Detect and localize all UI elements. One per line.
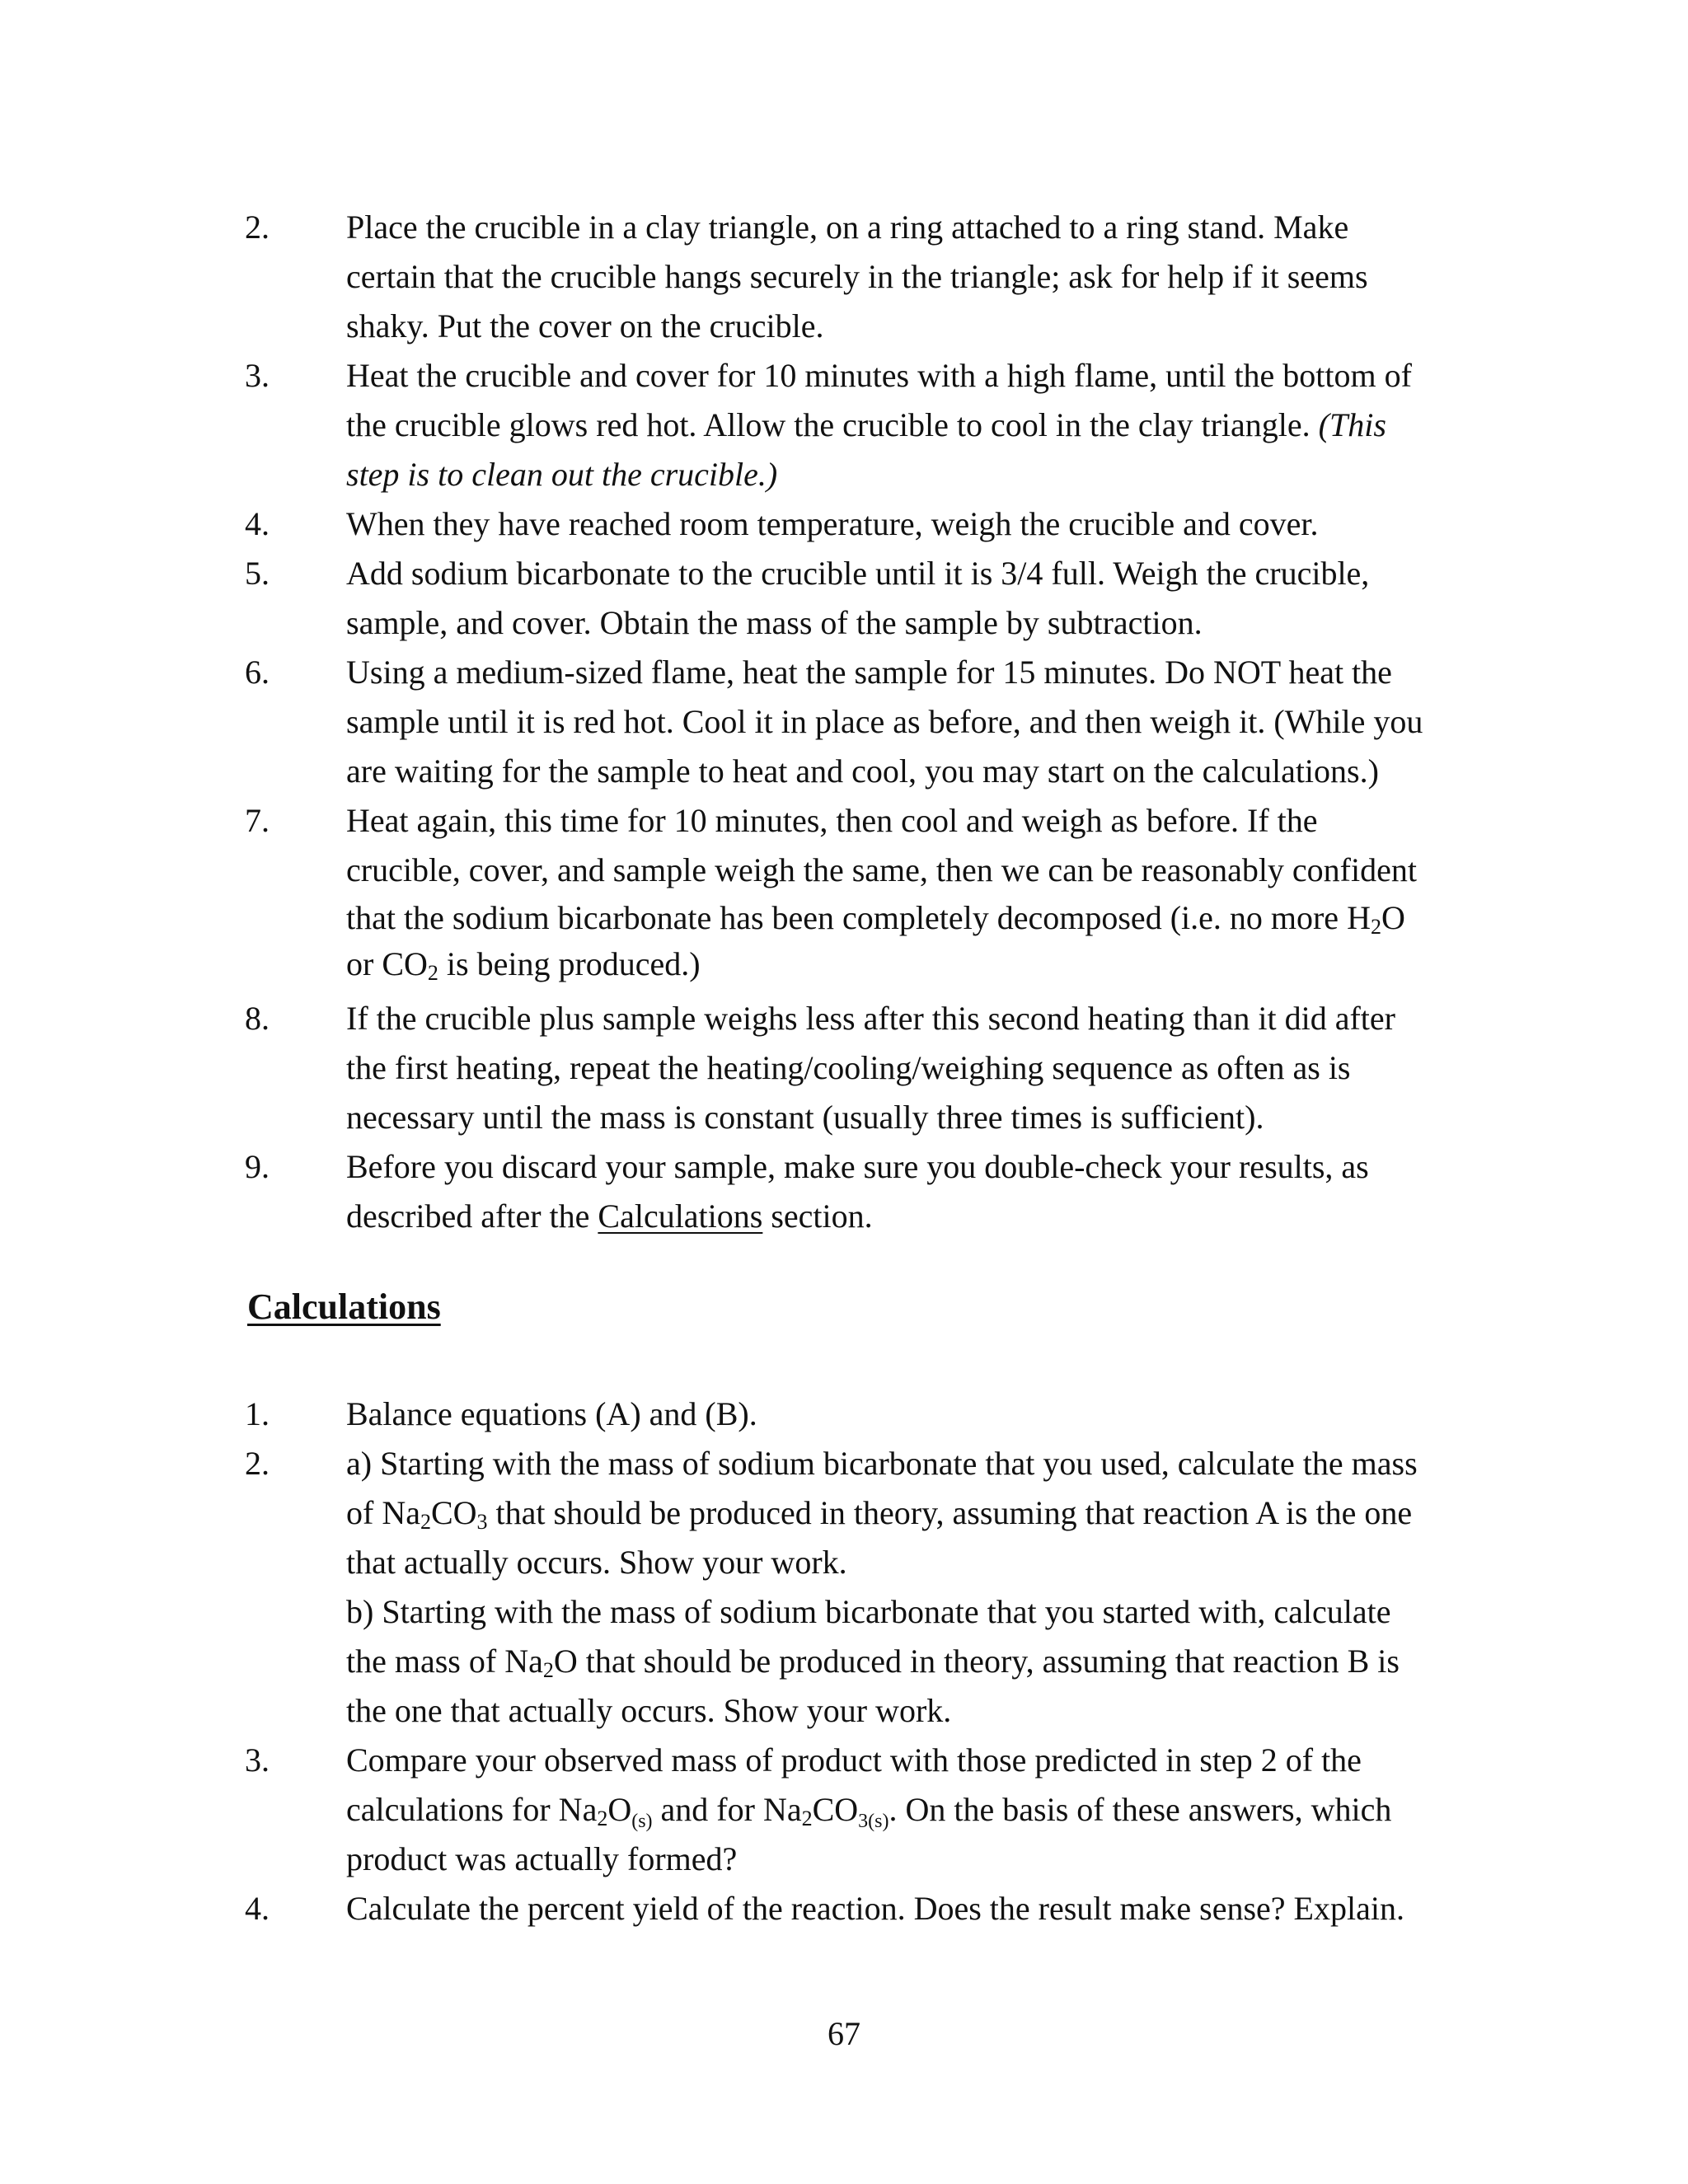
step-number: 8. [245,1000,270,1037]
subscript: 2 [597,1807,608,1830]
text-run: O that should be produced in theory, assuming that reaction B is [553,1643,1400,1680]
subscript: 2 [427,961,438,985]
step-line [346,895,1434,941]
text-run: is being produced.) [438,945,701,982]
step-line: b) Starting with the mass of sodium bicarbonate that you started with, calculate [346,1593,1391,1630]
step-number: 3. [245,1741,270,1779]
text-run: and for Na [652,1791,802,1828]
text-run: O [1381,899,1405,936]
step-line: are waiting for the sample to heat and cool, you may start on the calculations.) [346,752,1379,790]
text-run: CO [812,1791,859,1828]
italic-note: step is to clean out the crucible.) [346,456,778,493]
text-run: of Na [346,1494,420,1531]
subscript: 2 [542,1658,554,1682]
step-line: the one that actually occurs. Show your work. [346,1692,952,1729]
text-run: or CO [346,945,428,982]
step-line: Place the crucible in a clay triangle, on a ring attached to a ring stand. Make [346,209,1349,246]
step-line [346,941,1434,987]
step-number: 2. [245,1445,270,1482]
step-line-text: the crucible glows red hot. Allow the crucible to cool in the clay triangle. [346,406,1311,443]
step-number: 2. [245,209,270,246]
step-number: 6. [245,654,270,691]
step-text [346,1439,1434,1736]
step-number: 4. [245,505,270,542]
subscript: 2 [801,1807,813,1830]
step-line: that actually occurs. Show your work. [346,1544,847,1581]
subscript: 3(s) [858,1811,889,1832]
text-run: described after the [346,1197,598,1235]
section-heading-calculations: Calculations [247,1286,441,1327]
step-line [346,1785,1434,1835]
step-line: a) Starting with the mass of sodium bicarbonate that you used, calculate the mass [346,1445,1418,1482]
text-run: section. [762,1197,873,1235]
step-line: Heat the crucible and cover for 10 minutes with a high flame, until the bottom of [346,357,1412,394]
italic-note: (This [1318,406,1386,443]
step-number: 3. [245,357,270,394]
step-text [346,648,1434,796]
step-line: Compare your observed mass of product with those predicted in step 2 of the [346,1741,1362,1779]
step-text [346,499,1434,549]
step-number: 1. [245,1395,270,1432]
step-text [346,549,1434,648]
step-line: necessary until the mass is constant (usually three times is sufficient). [346,1099,1264,1136]
step-number: 9. [245,1148,270,1185]
step-line: Before you discard your sample, make sure you double-check your results, as [346,1148,1369,1185]
step-text [346,1736,1434,1884]
step-line: the first heating, repeat the heating/cooling/weighing sequence as often as is [346,1049,1351,1086]
step-text [346,796,1434,987]
step-line: product was actually formed? [346,1840,738,1877]
step-text [346,1884,1434,1933]
step-text [346,994,1434,1142]
text-run: that the sodium bicarbonate has been completely decomposed (i.e. no more H [346,899,1371,936]
step-line [346,1192,1434,1241]
step-line: Using a medium-sized flame, heat the sample for 15 minutes. Do NOT heat the [346,654,1392,691]
subscript: 2 [420,1510,431,1534]
page-number: 67 [828,2015,860,2052]
step-text [346,1390,1434,1439]
subscript: 3 [476,1510,488,1534]
step-line: When they have reached room temperature, weigh the crucible and cover. [346,505,1319,542]
text-run: that should be produced in theory, assuming that reaction A is the one [487,1494,1413,1531]
step-line [346,401,1434,450]
step-line: Balance equations (A) and (B). [346,1395,757,1432]
step-number: 4. [245,1890,270,1927]
text-run: the mass of Na [346,1643,543,1680]
step-line: Add sodium bicarbonate to the crucible until it is 3/4 full. Weigh the crucible, [346,555,1370,592]
step-number: 5. [245,555,270,592]
subscript: (s) [631,1811,653,1832]
step-line: Heat again, this time for 10 minutes, then cool and weigh as before. If the [346,802,1318,839]
step-line: certain that the crucible hangs securely in the triangle; ask for help if it seems [346,258,1368,295]
step-text [346,351,1434,499]
step-line: Calculate the percent yield of the reaction. Does the result make sense? Explain. [346,1890,1404,1927]
text-run: CO [430,1494,477,1531]
subscript: 2 [1370,915,1381,939]
step-line: If the crucible plus sample weighs less after this second heating than it did after [346,1000,1395,1037]
step-line [346,1637,1434,1686]
step-line [346,1488,1434,1538]
text-run: O [607,1791,632,1828]
step-number: 7. [245,802,270,839]
text-run: calculations for Na [346,1791,598,1828]
step-line: shaky. Put the cover on the crucible. [346,307,824,344]
text-run: . On the basis of these answers, which [889,1791,1392,1828]
step-line: sample, and cover. Obtain the mass of the sample by subtraction. [346,604,1203,641]
step-text [346,1142,1434,1241]
step-line: sample until it is red hot. Cool it in place as before, and then weigh it. (While you [346,703,1423,740]
step-text [346,203,1434,351]
step-line: crucible, cover, and sample weigh the same, then we can be reasonably confident [346,851,1417,888]
calculations-reference: Calculations [598,1197,763,1235]
